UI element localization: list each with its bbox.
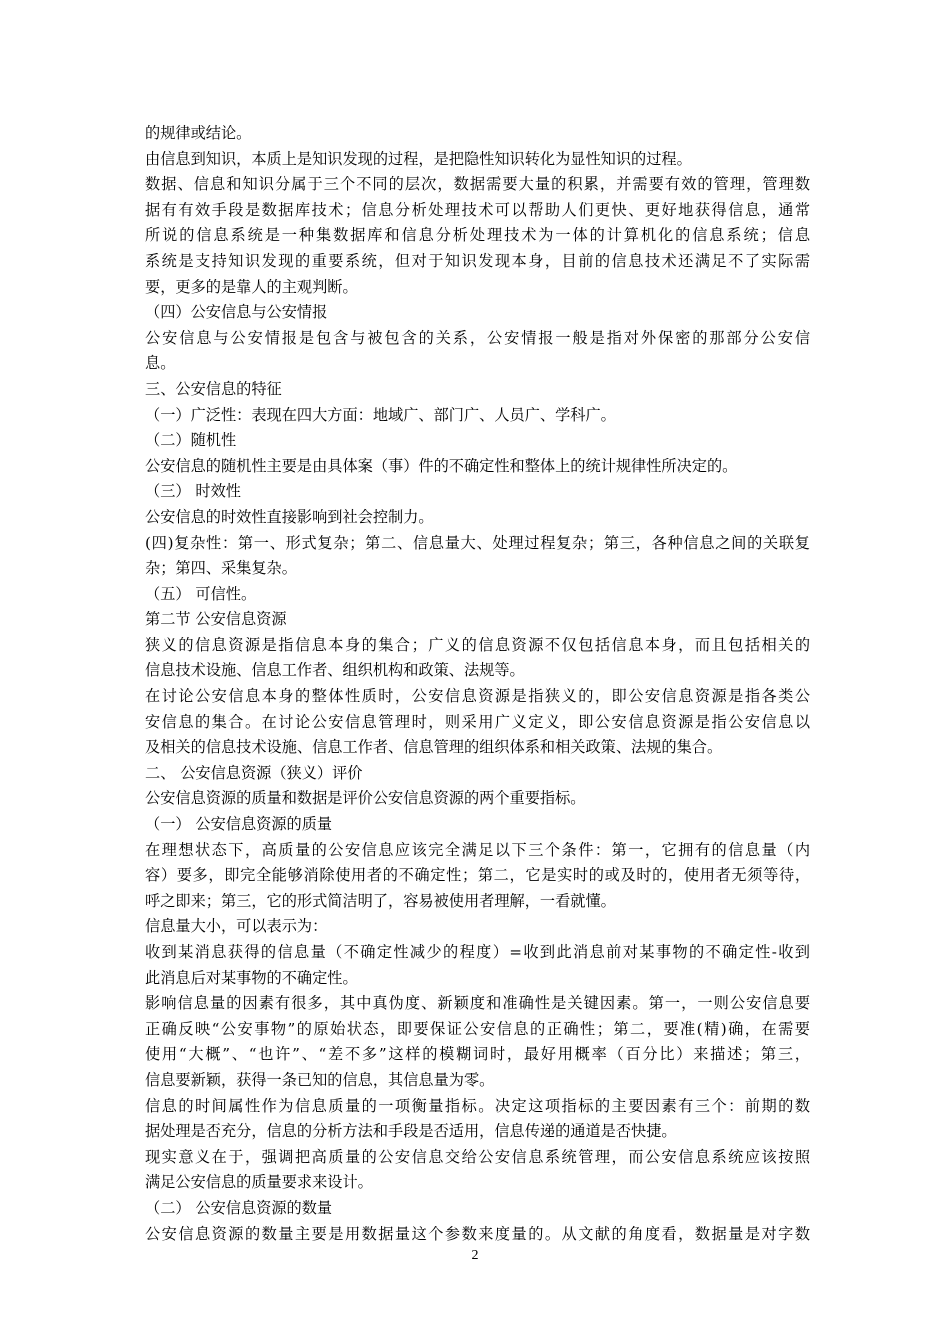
- text-line: 在讨论公安信息本身的整体性质时，公安信息资源是指狭义的，即公安信息资源是指各类公: [145, 687, 810, 706]
- text-line: 公安信息资源的质量和数据是评价公安信息资源的两个重要指标。: [145, 789, 586, 808]
- text-line: 由信息到知识，本质上是知识发现的过程，是把隐性知识转化为显性知识的过程。: [145, 149, 692, 168]
- text-line: 安信息的集合。在讨论公安信息管理时，则采用广义定义，即公安信息资源是指公安信息以: [145, 712, 810, 731]
- text-line: 使用“大概”、“也许”、“差不多”这样的模糊词时，最好用概率（百分比）来描述；第三，: [145, 1045, 810, 1064]
- text-line: 的规律或结论。: [145, 124, 252, 142]
- text-line: 数据、信息和知识分属于三个不同的层次，数据需要大量的积累，并需要有效的管理，管理数: [145, 175, 810, 194]
- text-line: 现实意义在于，强调把高质量的公安信息交给公安信息系统管理，而公安信息系统应该按照: [145, 1147, 810, 1166]
- text-line: (四)复杂性：第一、形式复杂；第二、信息量大、处理过程复杂；第三，各种信息之间的关联复: [145, 533, 810, 552]
- text-line: 息。: [145, 354, 176, 373]
- text-line: 容）要多，即完全能够消除使用者的不确定性；第二，它是实时的或及时的，使用者无须等待，: [145, 866, 810, 885]
- text-line: 公安信息的随机性主要是由具体案（事）件的不确定性和整体上的统计规律性所决定的。: [145, 456, 738, 475]
- text-line: 影响信息量的因素有很多，其中真伪度、新颖度和准确性是关键因素。第一，一则公安信息要: [145, 994, 810, 1013]
- text-line: 公安信息与公安情报是包含与被包含的关系，公安情报一般是指对外保密的那部分公安信: [145, 328, 810, 347]
- section-heading: （二） 公安信息资源的数量: [145, 1198, 333, 1217]
- page-number: 2: [471, 1248, 479, 1263]
- text-line: 杂；第四、采集复杂。: [145, 559, 297, 578]
- text-line: 信息要新颖，获得一条已知的信息，其信息量为零。: [145, 1070, 495, 1089]
- document-body: [145, 121, 810, 1247]
- text-line: 据处理是否充分，信息的分析方法和手段是否适用，信息传递的通道是否快捷。: [145, 1122, 677, 1141]
- section-heading: 二、 公安信息资源（狭义）评价: [145, 763, 363, 782]
- text-line: 此消息后对某事物的不确定性。: [145, 968, 358, 987]
- text-line: 狭义的信息资源是指信息本身的集合；广义的信息资源不仅包括信息本身，而且包括相关的: [145, 635, 810, 654]
- text-line: （一）广泛性：表现在四大方面：地域广、部门广、人员广、学科广。: [145, 405, 616, 424]
- text-line: 公安信息的时效性直接影响到社会控制力。: [145, 507, 434, 526]
- text-line: 据有有效手段是数据库技术；信息分析处理技术可以帮助人们更快、更好地获得信息，通常: [145, 200, 810, 219]
- text-line: 信息技术设施、信息工作者、组织机构和政策、法规等。: [145, 661, 525, 680]
- text-line: 公安信息资源的数量主要是用数据量这个参数来度量的。从文献的角度看，数据量是对字数: [145, 1224, 810, 1243]
- text-line: 在理想状态下，高质量的公安信息应该完全满足以下三个条件：第一，它拥有的信息量（内: [145, 840, 810, 859]
- section-heading: 第二节 公安信息资源: [145, 610, 287, 629]
- section-heading: （三） 时效性: [145, 482, 241, 501]
- text-line: 所说的信息系统是一种集数据库和信息分析处理技术为一体的计算机化的信息系统；信息: [145, 226, 810, 245]
- text-line: 呼之即来；第三，它的形式简洁明了，容易被使用者理解，一看就懂。: [145, 891, 616, 910]
- section-heading: （五） 可信性。: [145, 584, 257, 603]
- text-line: 信息的时间属性作为信息质量的一项衡量指标。决定这项指标的主要因素有三个：前期的数: [145, 1096, 810, 1115]
- text-line: 及相关的信息技术设施、信息工作者、信息管理的组织体系和相关政策、法规的集合。: [145, 738, 723, 757]
- section-heading: （一） 公安信息资源的质量: [145, 815, 333, 834]
- text-line: 收到某消息获得的信息量（不确定性减少的程度）=收到此消息前对某事物的不确定性-收到: [145, 943, 810, 961]
- section-heading: （二）随机性: [145, 431, 237, 450]
- text-line: 要，更多的是靠人的主观判断。: [145, 277, 358, 296]
- section-heading: 三、公安信息的特征: [145, 379, 282, 398]
- text-line: 信息量大小，可以表示为：: [145, 917, 328, 936]
- text-line: 满足公安信息的质量要求来设计。: [145, 1173, 373, 1192]
- section-heading: （四）公安信息与公安情报: [145, 303, 328, 322]
- text-line: 系统是支持知识发现的重要系统，但对于知识发现本身，目前的信息技术还满足不了实际需: [145, 251, 810, 270]
- text-line: 正确反映“公安事物”的原始状态，即要保证公安信息的正确性；第二，要准(精)确，在需要: [145, 1019, 810, 1038]
